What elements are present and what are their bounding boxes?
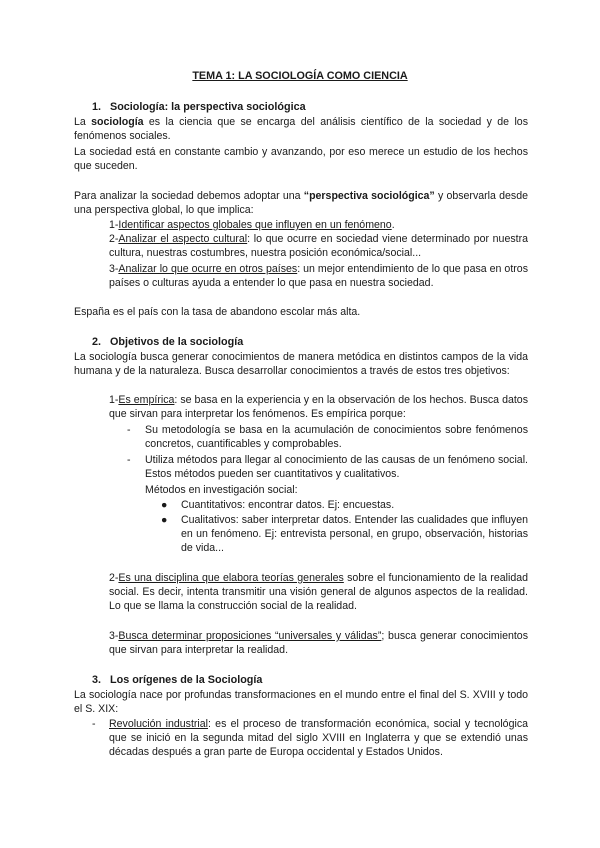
list-item: Su metodología se basa en la acumulación de conocimientos sobre fenómenos concretos, cuantificables y comprobables.: [145, 424, 528, 450]
list-item: 3-Busca determinar proposiciones “universales y válidas”; busca generar conocimientos que sirvan para interpretar la realidad.: [109, 630, 528, 656]
list-item: Utiliza métodos para llegar al conocimiento de las causas de un fenómeno social. Estos métodos pueden ser cuantitativos y cualitativos.: [145, 454, 528, 480]
dash-marker: -: [127, 424, 131, 436]
methods-label: Métodos en investigación social:: [145, 484, 298, 496]
paragraph-sociology-definition: La sociología es la ciencia que se encarga del análisis científico de la sociedad y de los fenómenos sociales.: [74, 116, 528, 142]
list-item: 3-Analizar lo que ocurre en otros países: un mejor entendimiento de lo que pasa en otros países o culturas ayuda a entender lo que pasa en nuestra sociedad.: [109, 263, 528, 289]
paragraph-objectives-intro: La sociología busca generar conocimientos de manera metódica en distintos campos de la vida humana y de la naturaleza. Busca desarrollar conocimientos a través de estos tres objetivos:: [74, 351, 528, 377]
paragraph-perspective: Para analizar la sociedad debemos adoptar una “perspectiva sociológica” y observarla desde una perspectiva global, lo que implica:: [74, 190, 528, 216]
section-3-title: Los orígenes de la Sociología: [110, 674, 263, 686]
list-item: Cualitativos: saber interpretar datos. Entender las cualidades que influyen en un fenómeno. Ej: entrevista personal, en grupo, observación, historias de vida...: [181, 514, 528, 554]
section-3-number: 3.: [92, 674, 102, 686]
list-item: Revolución industrial: es el proceso de transformación económica, social y tecnológica que se inició en la segunda mitad del siglo XVIII en Inglaterra y que se extendió unas décadas después a gran parte de Europa occidental y Estados Unidos.: [109, 718, 529, 758]
paragraph-spain-dropout: España es el país con la tasa de abandono escolar más alta.: [74, 306, 361, 318]
list-item: 2-Es una disciplina que elabora teorías generales sobre el funcionamiento de la realidad social. Es decir, intenta transmitir una visión general de algunos aspectos de la realidad. Lo que se llama la construcción social de la realidad.: [109, 572, 528, 612]
paragraph-origins-intro: La sociología nace por profundas transformaciones en el mundo entre el final del S. XVIII y todo el S. XIX:: [74, 689, 528, 715]
bullet-icon: ●: [161, 514, 168, 526]
section-2-heading: [92, 336, 243, 350]
bullet-icon: ●: [161, 499, 168, 511]
section-1-heading: [92, 101, 306, 115]
list-item: 2-Analizar el aspecto cultural: lo que ocurre en sociedad viene determinado por nuestra cultura, nuestras costumbres, nuestra posición económica/social...: [109, 233, 529, 259]
document-title: TEMA 1: LA SOCIOLOGÍA COMO CIENCIA: [192, 70, 408, 82]
list-item: 1-Identificar aspectos globales que influyen en un fenómeno.: [109, 219, 395, 231]
bold-term-sociologia: sociología: [91, 116, 144, 128]
section-3-heading: [92, 674, 262, 688]
dash-marker: -: [127, 454, 131, 466]
paragraph-society-change: La sociedad está en constante cambio y avanzando, por eso merece un estudio de los hechos que suceden.: [74, 146, 528, 172]
bold-term-perspectiva: “perspectiva sociológica”: [303, 190, 435, 202]
list-item: 1-Es empírica: se basa en la experiencia y en la observación de los hechos. Busca datos que sirvan para interpretar los fenómenos. Es empírica porque:: [109, 394, 528, 420]
dash-marker: -: [92, 718, 96, 730]
section-2-title: Objetivos de la sociología: [110, 336, 244, 348]
list-item: Cuantitativos: encontrar datos. Ej: encuestas.: [181, 499, 395, 511]
section-1-number: 1.: [92, 101, 102, 113]
section-1-title: Sociología: la perspectiva sociológica: [110, 101, 306, 113]
section-2-number: 2.: [92, 336, 102, 348]
